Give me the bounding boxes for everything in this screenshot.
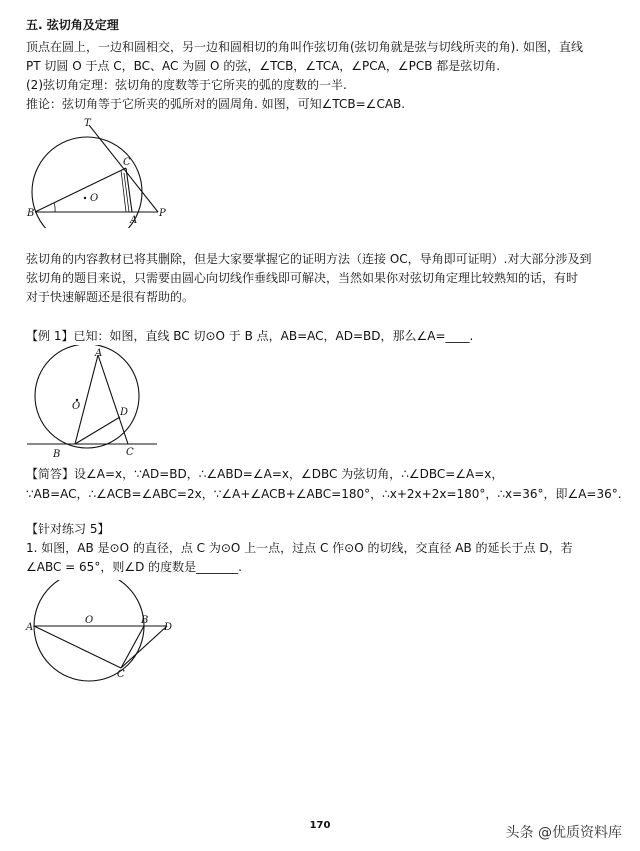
label-c: C: [123, 157, 131, 168]
label-o: O: [90, 193, 99, 204]
label-b: B: [27, 208, 35, 219]
answer-line-1: 【简答】设∠A=x，∵AD=BD，∴∠ABD=∠A=x，∠DBC 为弦切角，∴∠DBC=∠A=x，: [26, 467, 504, 481]
answer-line-2: ∵AB=AC，∴∠ACB=∠ABC=2x，∵∠A+∠ACB+∠ABC=180°，∴x+2x+2x=180°，∴x=36°，即∠A=36°.: [26, 487, 622, 501]
example-title: [26, 328, 473, 344]
practice-title: 【针对练习 5】: [26, 522, 110, 536]
label-o: O: [85, 615, 94, 626]
practice-question-text: ∠ABC = 65°，则∠D 的度数是: [26, 560, 197, 574]
hatch-line-1: [121, 170, 126, 212]
corollary-line: 推论：弦切角等于它所夹的弧所对的圆周角. 如图，可知∠TCB=∠CAB.: [26, 97, 406, 111]
example-question: 【例 1】已知：如图，直线 BC 切⊙O 于 B 点，AB=AC，AD=BD，那么∠A=: [26, 329, 446, 343]
label-c: C: [117, 669, 125, 680]
label-b: B: [141, 615, 149, 626]
watermark: 头条 @优质资料库: [505, 825, 622, 841]
label-a: A: [130, 215, 138, 226]
note-line-2: 弦切角的题目来说，只需要由圆心向切线作垂线即可解决，当然如果你对弦切角定理比较熟知的话，有时: [26, 271, 579, 285]
tangent-line-pt: [89, 125, 158, 212]
page-number: 170: [309, 820, 331, 831]
figure-example-1: [25, 345, 165, 460]
side-ab: [75, 355, 98, 444]
definition-line-1: 顶点在圆上，一边和圆相交，另一边和圆相切的角叫作弦切角(弦切角就是弦与切线所夹的角). 如图，直线: [26, 40, 583, 54]
definition-line-2: PT 切圆 O 于点 C，BC、AC 为圆 O 的弦，∠TCB，∠TCA，∠PCA，∠PCB 都是弦切角.: [26, 59, 501, 73]
angle-mark-b: [54, 203, 55, 212]
practice-blank: _______: [196, 560, 239, 574]
example-blank: ____: [445, 329, 470, 343]
label-o: O: [72, 401, 81, 412]
theorem-line: (2)弦切角定理：弦切角的度数等于它所夹的弧的度数的一半.: [26, 78, 347, 92]
center-dot-o: [84, 197, 86, 199]
chord-bc: [121, 626, 144, 668]
label-p: P: [159, 208, 166, 219]
practice-question-line-1: 1. 如图，AB 是⊙O 的直径，点 C 为⊙O 上一点，过点 C 作⊙O 的切线，交直径 AB 的延长于点 D，若: [26, 541, 573, 555]
label-a: A: [26, 622, 34, 633]
section-heading: 五. 弦切角及定理: [26, 18, 119, 32]
chord-bc: [35, 168, 126, 212]
label-c: C: [126, 447, 134, 458]
label-a: A: [95, 348, 103, 359]
circle-o: [34, 580, 144, 681]
example-period: .: [469, 329, 474, 343]
figure-practice-5: [25, 580, 185, 690]
side-ac: [98, 355, 128, 444]
segment-bd: [75, 417, 120, 444]
note-line-1: 弦切角的内容教材已将其删除，但是大家要掌握它的证明方法（连接 OC，导角即可证明）.对大部分涉及到: [26, 252, 592, 266]
figure-tangent-chord-angle: [25, 113, 185, 228]
practice-question-line-2: [26, 559, 242, 575]
practice-period: .: [238, 560, 242, 574]
hatch-line-2: [124, 173, 129, 212]
label-d: D: [120, 407, 129, 418]
label-t: T: [84, 118, 91, 129]
note-line-3: 对于快速解题还是很有帮助的。: [26, 290, 195, 304]
label-b: B: [53, 449, 61, 460]
label-d: D: [164, 622, 173, 633]
